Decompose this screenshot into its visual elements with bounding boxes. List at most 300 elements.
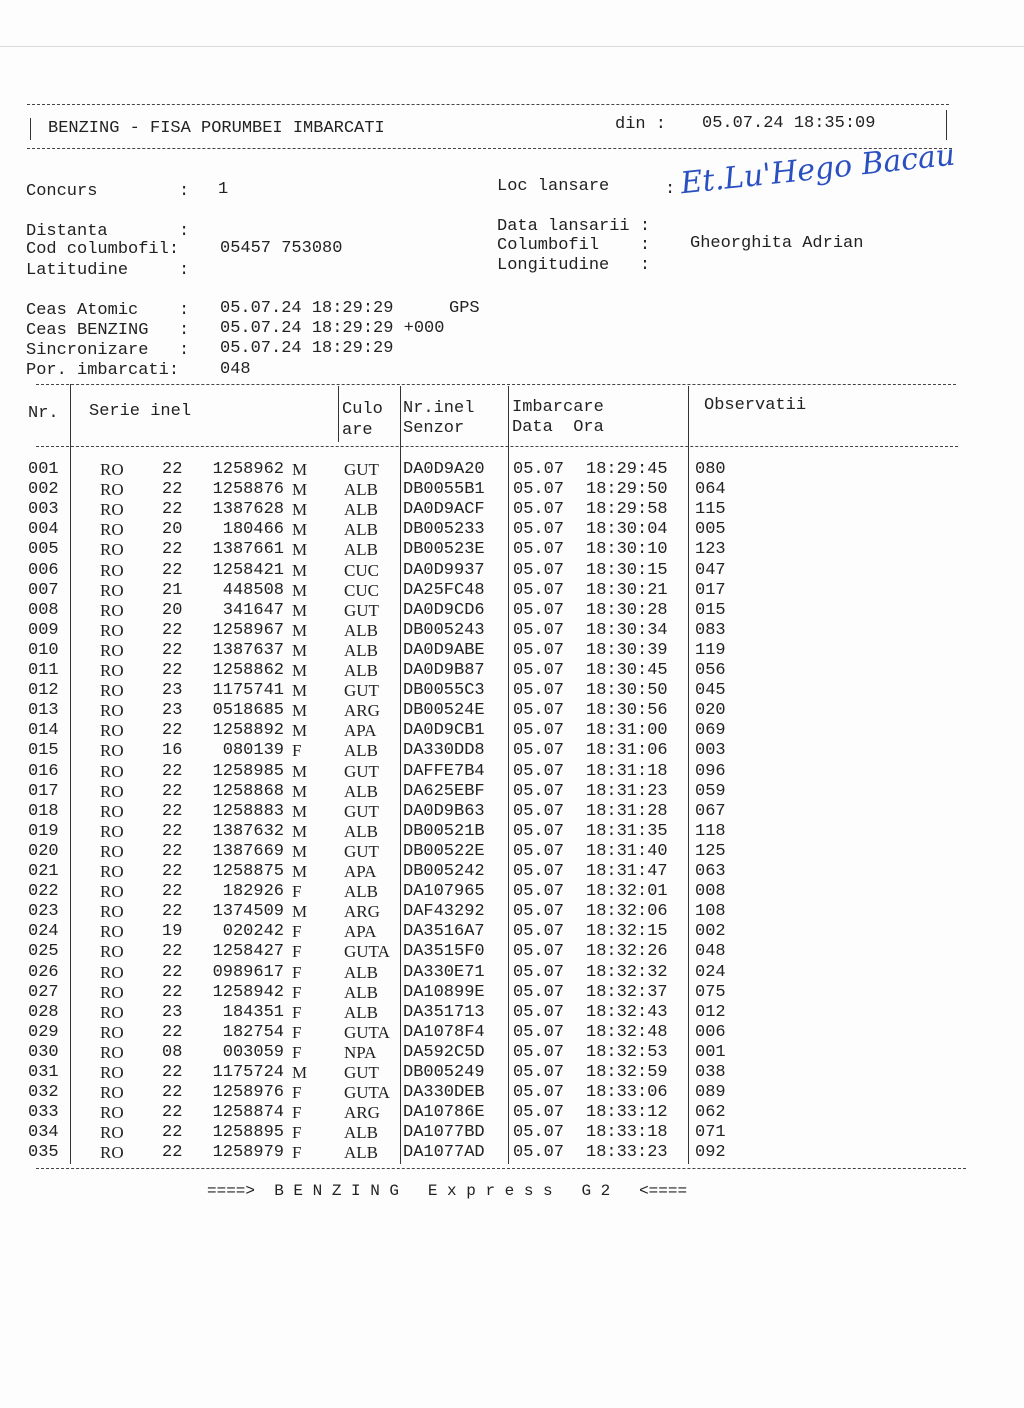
- table-row: [0, 802, 1024, 822]
- table-row: [0, 500, 1024, 520]
- observation: 115: [695, 500, 726, 520]
- row-nr: 017: [28, 781, 59, 801]
- table-row: [0, 641, 1024, 661]
- sensor-id: DA0D9B63: [403, 801, 485, 821]
- sensor-id: DB005243: [403, 620, 485, 640]
- color: GUTA: [344, 1022, 390, 1042]
- ring-number: 1374509: [212, 902, 284, 922]
- table-row: [0, 1003, 1024, 1023]
- basket-date: 05.07: [513, 661, 565, 680]
- ring-number: 1258427: [212, 942, 284, 962]
- observation: 024: [695, 962, 726, 982]
- color: CUC: [344, 580, 379, 600]
- ring-number: 1258942: [212, 982, 284, 1002]
- din-label: din :: [615, 115, 667, 134]
- col-header-imbarcare: Imbarcare: [512, 398, 604, 417]
- observation: 067: [695, 801, 726, 821]
- basket-time: 18:32:26: [586, 942, 668, 962]
- ring-number: 1258979: [212, 1143, 284, 1163]
- row-nr: 005: [28, 540, 59, 560]
- table-row: [0, 922, 1024, 942]
- table-row: [0, 741, 1024, 761]
- ring-number: 1258895: [212, 1123, 284, 1143]
- row-nr: 015: [28, 741, 59, 761]
- row-nr: 016: [28, 761, 59, 781]
- basket-date: 05.07: [513, 600, 565, 620]
- color: GUT: [344, 841, 379, 861]
- ring-year: 22: [162, 942, 183, 962]
- observation: 119: [695, 640, 726, 660]
- basket-time: 18:30:28: [586, 600, 668, 620]
- table-row: [0, 842, 1024, 862]
- ring-year: 22: [162, 620, 183, 640]
- sex: M: [292, 620, 308, 640]
- sex: M: [292, 781, 308, 801]
- sensor-id: DA0D9A20: [403, 460, 485, 479]
- sensor-id: DA0D9B87: [403, 661, 485, 680]
- ring-year: 23: [162, 1002, 183, 1022]
- basket-time: 18:30:04: [586, 520, 668, 540]
- ring-year: 22: [162, 1083, 183, 1103]
- row-nr: 018: [28, 801, 59, 821]
- observation: 001: [695, 1042, 726, 1062]
- basket-date: 05.07: [513, 962, 565, 982]
- basket-date: 05.07: [513, 480, 565, 500]
- color: ALB: [344, 821, 378, 841]
- sensor-id: DA0D9ABE: [403, 640, 485, 660]
- longitudine-label: Longitudine :: [497, 256, 651, 275]
- basket-time: 18:31:23: [586, 781, 668, 801]
- col-header-nr-inel: Nr.inel: [403, 399, 475, 418]
- table-row: [0, 681, 1024, 701]
- basket-time: 18:29:45: [586, 460, 668, 479]
- sex: F: [292, 882, 302, 902]
- sensor-id: DA107965: [403, 882, 485, 902]
- color: ALB: [344, 781, 378, 801]
- basket-date: 05.07: [513, 520, 565, 540]
- observation: 108: [695, 902, 726, 922]
- distanta-label: Distanta :: [26, 222, 190, 241]
- ceas-benzing-value: 05.07.24 18:29:29 +000: [220, 319, 445, 338]
- color: APA: [344, 721, 377, 741]
- country: RO: [100, 862, 124, 881]
- sincronizare-value: 05.07.24 18:29:29: [220, 339, 394, 358]
- color: ALB: [344, 620, 378, 640]
- ring-year: 22: [162, 761, 183, 781]
- row-nr: 023: [28, 902, 59, 922]
- table-row: [0, 782, 1024, 802]
- table-row: [0, 581, 1024, 601]
- observation: 083: [695, 620, 726, 640]
- basket-time: 18:31:47: [586, 862, 668, 881]
- basket-time: 18:29:50: [586, 480, 668, 500]
- row-nr: 011: [28, 661, 59, 680]
- color: ARG: [344, 902, 380, 922]
- observation: 005: [695, 520, 726, 540]
- row-nr: 007: [28, 580, 59, 600]
- row-nr: 027: [28, 982, 59, 1002]
- columbofil-value: Gheorghita Adrian: [690, 234, 864, 253]
- sensor-id: DA25FC48: [403, 580, 485, 600]
- country: RO: [100, 661, 124, 680]
- sex: M: [292, 500, 308, 520]
- color: ARG: [344, 1103, 380, 1123]
- table-row: [0, 540, 1024, 560]
- observation: 047: [695, 560, 726, 580]
- sensor-id: DA10899E: [403, 982, 485, 1002]
- ring-number: 1258874: [212, 1103, 284, 1123]
- sex: M: [292, 1063, 308, 1082]
- sensor-id: DA3515F0: [403, 942, 485, 962]
- cod-columbofil-value: 05457 753080: [220, 239, 343, 258]
- country: RO: [100, 500, 124, 520]
- ring-number: 020242: [222, 922, 284, 942]
- ring-number: 1258876: [212, 480, 284, 500]
- country: RO: [100, 560, 124, 580]
- ring-year: 22: [162, 1063, 183, 1082]
- observation: 003: [695, 741, 726, 761]
- sex: M: [292, 480, 308, 500]
- divider: [27, 104, 949, 105]
- table-row: [0, 963, 1024, 983]
- country: RO: [100, 841, 124, 861]
- ring-number: 1258985: [212, 761, 284, 781]
- ring-number: 1258892: [212, 721, 284, 741]
- basket-time: 18:32:59: [586, 1063, 668, 1082]
- basket-time: 18:33:18: [586, 1123, 668, 1143]
- color: ALB: [344, 640, 378, 660]
- row-nr: 029: [28, 1022, 59, 1042]
- sex: M: [292, 560, 308, 580]
- color: GUT: [344, 681, 379, 701]
- table-row: [0, 661, 1024, 681]
- country: RO: [100, 962, 124, 982]
- sensor-id: DA0D9CD6: [403, 600, 485, 620]
- sensor-id: DB005233: [403, 520, 485, 540]
- color: GUT: [344, 801, 379, 821]
- country: RO: [100, 821, 124, 841]
- col-header-data-ora: Data Ora: [512, 418, 604, 437]
- basket-date: 05.07: [513, 942, 565, 962]
- basket-date: 05.07: [513, 620, 565, 640]
- data-lansarii-label: Data lansarii :: [497, 217, 651, 236]
- basket-date: 05.07: [513, 460, 565, 479]
- color: ALB: [344, 882, 378, 902]
- sensor-id: DA330E71: [403, 962, 485, 982]
- basket-time: 18:31:40: [586, 841, 668, 861]
- basket-time: 18:31:35: [586, 821, 668, 841]
- observation: 017: [695, 580, 726, 600]
- country: RO: [100, 681, 124, 701]
- color: ALB: [344, 1123, 378, 1143]
- basket-date: 05.07: [513, 1083, 565, 1103]
- country: RO: [100, 741, 124, 761]
- table-row: [0, 721, 1024, 741]
- sex: F: [292, 1083, 302, 1103]
- ring-year: 22: [162, 1022, 183, 1042]
- row-nr: 009: [28, 620, 59, 640]
- table-row: [0, 902, 1024, 922]
- basket-time: 18:30:21: [586, 580, 668, 600]
- basket-time: 18:33:23: [586, 1143, 668, 1163]
- observation: 063: [695, 862, 726, 881]
- row-nr: 013: [28, 701, 59, 721]
- ring-number: 1387669: [212, 841, 284, 861]
- basket-time: 18:31:28: [586, 801, 668, 821]
- ring-number: 1258421: [212, 560, 284, 580]
- concurs-label: Concurs :: [26, 182, 190, 201]
- basket-date: 05.07: [513, 862, 565, 881]
- sensor-id: DA592C5D: [403, 1042, 485, 1062]
- ring-number: 182754: [222, 1022, 284, 1042]
- sensor-id: DB00521B: [403, 821, 485, 841]
- colon: :: [665, 180, 676, 199]
- color: ALB: [344, 982, 378, 1002]
- sex: F: [292, 1042, 302, 1062]
- table-row: [0, 1083, 1024, 1103]
- basket-date: 05.07: [513, 721, 565, 741]
- ring-year: 22: [162, 1143, 183, 1163]
- basket-date: 05.07: [513, 681, 565, 701]
- table-row: [0, 520, 1024, 540]
- ring-number: 341647: [222, 600, 284, 620]
- row-nr: 003: [28, 500, 59, 520]
- ring-number: 1258883: [212, 801, 284, 821]
- country: RO: [100, 460, 124, 479]
- country: RO: [100, 761, 124, 781]
- table-row: [0, 601, 1024, 621]
- gps-label: GPS: [449, 299, 480, 318]
- country: RO: [100, 721, 124, 741]
- sensor-id: DA330DD8: [403, 741, 485, 761]
- observation: 012: [695, 1002, 726, 1022]
- observation: 002: [695, 922, 726, 942]
- ring-number: 448508: [222, 580, 284, 600]
- basket-time: 18:31:06: [586, 741, 668, 761]
- basket-time: 18:30:34: [586, 620, 668, 640]
- row-nr: 008: [28, 600, 59, 620]
- basket-date: 05.07: [513, 1063, 565, 1082]
- sex: F: [292, 1022, 302, 1042]
- basket-time: 18:32:48: [586, 1022, 668, 1042]
- col-header-culoare-2: are: [342, 421, 373, 440]
- ring-number: 1387632: [212, 821, 284, 841]
- observation: 080: [695, 460, 726, 479]
- color: ALB: [344, 520, 378, 540]
- sensor-id: DB00523E: [403, 540, 485, 560]
- divider: [27, 148, 952, 149]
- table-row: [0, 862, 1024, 882]
- sensor-id: DB0055B1: [403, 480, 485, 500]
- color: GUT: [344, 460, 379, 479]
- observation: 015: [695, 600, 726, 620]
- basket-time: 18:29:58: [586, 500, 668, 520]
- country: RO: [100, 982, 124, 1002]
- sensor-id: DA1077AD: [403, 1143, 485, 1163]
- sex: M: [292, 600, 308, 620]
- sensor-id: DB00524E: [403, 701, 485, 721]
- sex: M: [292, 460, 308, 479]
- sensor-id: DAFFE7B4: [403, 761, 485, 781]
- basket-date: 05.07: [513, 922, 565, 942]
- observation: 096: [695, 761, 726, 781]
- color: GUTA: [344, 942, 390, 962]
- ring-year: 22: [162, 801, 183, 821]
- ring-number: 1175724: [212, 1063, 284, 1082]
- ring-year: 22: [162, 962, 183, 982]
- ring-number: 180466: [222, 520, 284, 540]
- ring-year: 22: [162, 460, 183, 479]
- country: RO: [100, 1083, 124, 1103]
- basket-date: 05.07: [513, 560, 565, 580]
- color: ALB: [344, 500, 378, 520]
- sex: M: [292, 661, 308, 680]
- observation: 064: [695, 480, 726, 500]
- sensor-id: DA10786E: [403, 1103, 485, 1123]
- sensor-id: DB00522E: [403, 841, 485, 861]
- ring-number: 1387661: [212, 540, 284, 560]
- ring-number: 1258862: [212, 661, 284, 680]
- sex: M: [292, 862, 308, 881]
- basket-time: 18:32:06: [586, 902, 668, 922]
- basket-date: 05.07: [513, 640, 565, 660]
- ring-year: 20: [162, 520, 183, 540]
- sensor-id: DA3516A7: [403, 922, 485, 942]
- table-row: [0, 983, 1024, 1003]
- ring-number: 080139: [222, 741, 284, 761]
- observation: 038: [695, 1063, 726, 1082]
- observation: 008: [695, 882, 726, 902]
- sex: M: [292, 640, 308, 660]
- row-nr: 024: [28, 922, 59, 942]
- table-row: [0, 621, 1024, 641]
- country: RO: [100, 1103, 124, 1123]
- col-header-observatii: Observatii: [704, 396, 807, 415]
- sex: F: [292, 982, 302, 1002]
- ring-number: 0518685: [212, 701, 284, 721]
- sensor-id: DB0055C3: [403, 681, 485, 701]
- ring-number: 003059: [222, 1042, 284, 1062]
- sensor-id: DA0D9ACF: [403, 500, 485, 520]
- basket-date: 05.07: [513, 761, 565, 781]
- country: RO: [100, 882, 124, 902]
- color: APA: [344, 922, 377, 942]
- sex: M: [292, 902, 308, 922]
- basket-time: 18:30:15: [586, 560, 668, 580]
- basket-date: 05.07: [513, 1042, 565, 1062]
- sex: F: [292, 922, 302, 942]
- country: RO: [100, 1002, 124, 1022]
- ring-year: 22: [162, 902, 183, 922]
- country: RO: [100, 620, 124, 640]
- sensor-id: DA1077BD: [403, 1123, 485, 1143]
- ring-year: 22: [162, 821, 183, 841]
- row-nr: 019: [28, 821, 59, 841]
- country: RO: [100, 942, 124, 962]
- ring-number: 1258967: [212, 620, 284, 640]
- ring-year: 22: [162, 1123, 183, 1143]
- table-row: [0, 1143, 1024, 1163]
- row-nr: 020: [28, 841, 59, 861]
- row-nr: 032: [28, 1083, 59, 1103]
- color: ALB: [344, 741, 378, 761]
- column-divider: [338, 386, 339, 442]
- sex: M: [292, 540, 308, 560]
- sex: F: [292, 1123, 302, 1143]
- color: APA: [344, 862, 377, 881]
- observation: 006: [695, 1022, 726, 1042]
- country: RO: [100, 1022, 124, 1042]
- country: RO: [100, 902, 124, 922]
- color: GUTA: [344, 1083, 390, 1103]
- ring-number: 1258962: [212, 460, 284, 479]
- sex: M: [292, 681, 308, 701]
- row-nr: 022: [28, 882, 59, 902]
- color: GUT: [344, 761, 379, 781]
- color: ALB: [344, 1002, 378, 1022]
- observation: 125: [695, 841, 726, 861]
- table-row: [0, 942, 1024, 962]
- table-row: [0, 480, 1024, 500]
- color: CUC: [344, 560, 379, 580]
- table-row: [0, 460, 1024, 480]
- ring-number: 184351: [222, 1002, 284, 1022]
- country: RO: [100, 1042, 124, 1062]
- basket-date: 05.07: [513, 1143, 565, 1163]
- sensor-id: DAF43292: [403, 902, 485, 922]
- country: RO: [100, 1063, 124, 1082]
- basket-date: 05.07: [513, 902, 565, 922]
- observation: 123: [695, 540, 726, 560]
- cod-columbofil-label: Cod columbofil:: [26, 240, 180, 259]
- latitudine-label: Latitudine :: [26, 261, 190, 280]
- color: ALB: [344, 1143, 378, 1163]
- observation: 069: [695, 721, 726, 741]
- columbofil-label: Columbofil :: [497, 236, 651, 255]
- ring-year: 22: [162, 781, 183, 801]
- country: RO: [100, 1123, 124, 1143]
- basket-date: 05.07: [513, 701, 565, 721]
- row-nr: 002: [28, 480, 59, 500]
- ring-year: 22: [162, 862, 183, 881]
- ring-year: 23: [162, 681, 183, 701]
- ring-number: 1175741: [212, 681, 284, 701]
- loc-lansare-label: Loc lansare: [497, 177, 610, 196]
- row-nr: 034: [28, 1123, 59, 1143]
- color: ALB: [344, 661, 378, 680]
- color: NPA: [344, 1042, 377, 1062]
- country: RO: [100, 580, 124, 600]
- basket-time: 18:33:12: [586, 1103, 668, 1123]
- country: RO: [100, 540, 124, 560]
- sex: F: [292, 962, 302, 982]
- basket-date: 05.07: [513, 741, 565, 761]
- color: ALB: [344, 962, 378, 982]
- observation: 071: [695, 1123, 726, 1143]
- ring-year: 16: [162, 741, 183, 761]
- table-row: [0, 762, 1024, 782]
- sex: F: [292, 942, 302, 962]
- porumbei-imbarcati-label: Por. imbarcati:: [26, 361, 180, 380]
- ceas-atomic-value: 05.07.24 18:29:29: [220, 299, 394, 318]
- observation: 075: [695, 982, 726, 1002]
- observation: 092: [695, 1143, 726, 1163]
- row-nr: 010: [28, 640, 59, 660]
- table-bottom-border: [36, 1168, 966, 1169]
- print-datetime: 05.07.24 18:35:09: [702, 114, 876, 133]
- table-row: [0, 882, 1024, 902]
- table-row: [0, 1103, 1024, 1123]
